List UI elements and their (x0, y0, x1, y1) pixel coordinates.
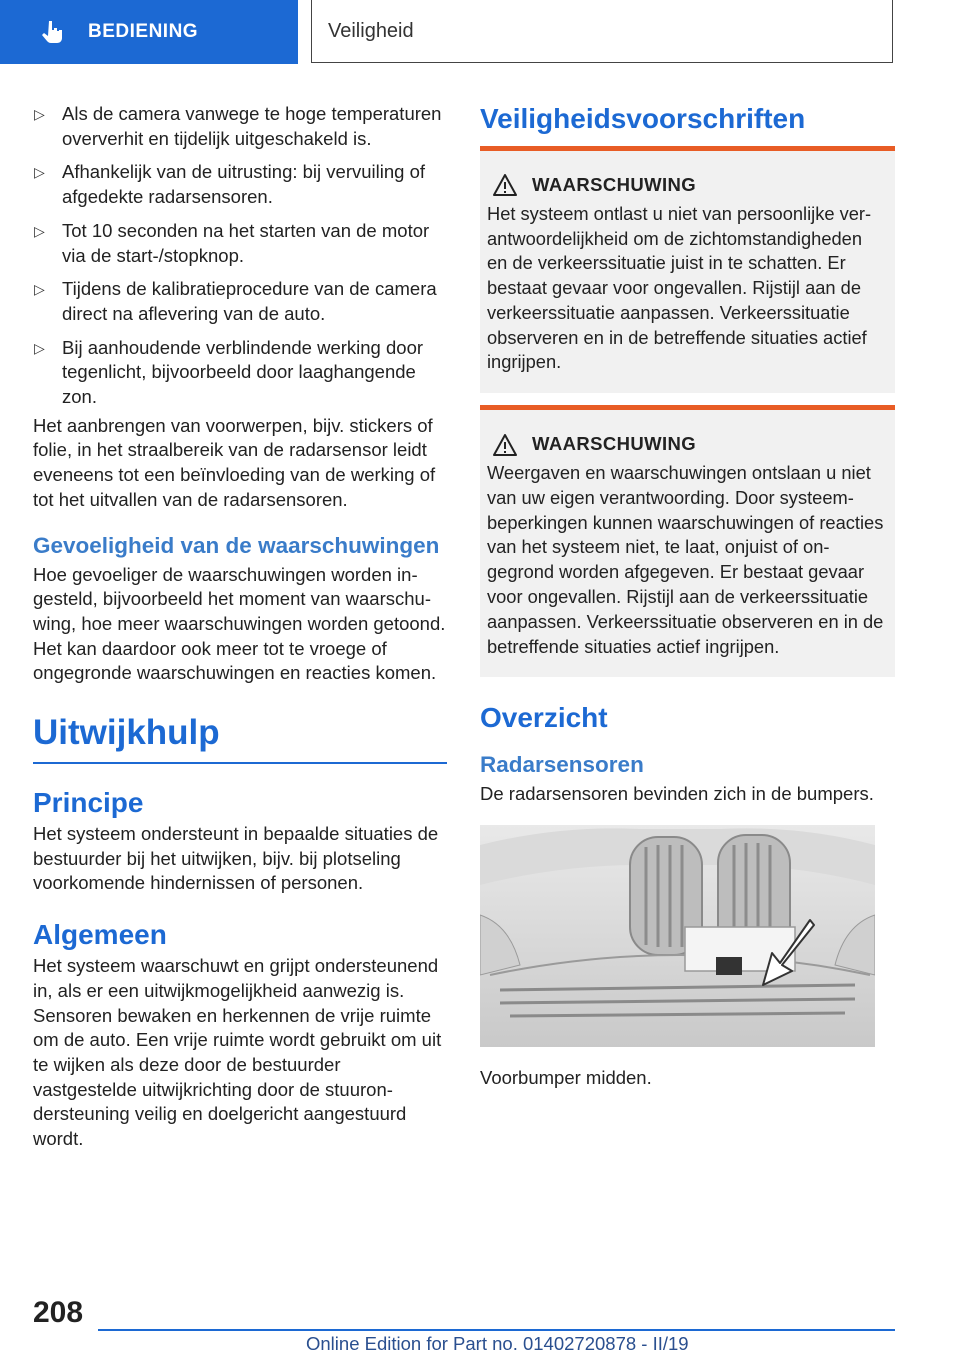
heading-radar: Radarsensoren (480, 752, 644, 778)
paragraph-radar: De radarsensoren bevinden zich in de bumpers. (480, 783, 874, 805)
footer-divider (98, 1329, 895, 1331)
warning-box (480, 405, 895, 677)
paragraph-algemeen: Het systeem waarschuwt en grijpt ondersteunend in, als er een uitwijkmogelijkheid aanwezig is. Sensoren bewaken en herkennen de vrije ruimte om de auto. Een vrije ruimte wordt gebruikt om uit te wijken als deze door de bestuurder vastgestelde uitwijkrichting door de stuurondersteuning veilig en doelgericht aangestuurd wordt. (33, 955, 442, 1150)
triangle-bullet-icon: ▷ (34, 339, 45, 356)
section-tab-bediening[interactable] (0, 0, 298, 64)
warning-text: Weergaven en waarschuwingen ontslaan u niet van uw eigen verantwoording. Door systeembeperkingen kunnen waarschuwingen of reacties van het systeem niet, te laat, onjuist of ongegrond worden afgegeven. Er bestaat gevaar voor ongevallen. Rijstijl aan de verkeerssituatie aanpassen. Verkeerssituatie observeren en in de betreffende situaties actief ingrijpen. (487, 461, 884, 657)
page-number: 208 (33, 1296, 84, 1329)
warning-header (487, 173, 887, 198)
paragraph-sensitivity: Hoe gevoeliger de waarschuwingen worden ingesteld, bijvoorbeeld het moment van waarschuwing, hoe meer waarschuwingen worden getoond. Het kan daardoor ook meer tot te vroege of ongegronde waarschuwingen en reacties komen. (33, 563, 446, 684)
triangle-bullet-icon: ▷ (34, 281, 45, 298)
warning-text: Het systeem ontlast u niet van persoonlijke verantwoordelijkheid om de zichtomstandigheden en de verkeerssituatie juist in te schatten. Er bestaat gevaar voor ongevallen. Rijstijl aan de verkeerssituatie aanpassen. Verkeerssituatie observeren en in de betreffende situaties actief ingrijpen. (487, 202, 872, 373)
section-algemeen (33, 918, 447, 1152)
list-item: ▷ Als de camera vanwege te hoge temperaturen oververhit en tijdelijk uitgeschakeld is. (34, 103, 442, 149)
triangle-bullet-icon: ▷ (34, 222, 45, 239)
right-column (480, 102, 895, 1090)
warning-title: WAARSCHUWING (532, 433, 697, 455)
condition-list (33, 102, 447, 410)
front-bumper-illustration (480, 825, 875, 1047)
warning-header (487, 432, 887, 457)
list-item: ▷ Tijdens de kalibratieprocedure van de camera direct na aflevering van de auto. (34, 278, 437, 324)
chapter-title: Uitwijkhulp (33, 713, 220, 753)
left-column (33, 102, 447, 1152)
warning-box (480, 146, 895, 393)
paragraph-stickers: Het aanbrengen van voorwerpen, bijv. stickers of folie, in het straalbereik van de radarsensor leidt eveneens tot een beïnvloeding van de werking of tot het uitvallen van de radarsensoren. (33, 414, 436, 510)
list-item: ▷ Afhankelijk van de uitrusting: bij vervuiling of afgedekte radarsensoren. (34, 161, 425, 208)
edition-footer: Online Edition for Part no. 01402720878 - II/19 (306, 1333, 689, 1354)
image-caption: Voorbumper midden. (480, 1066, 652, 1088)
section-tab-label: BEDIENING (88, 21, 199, 42)
heading-principe: Principe (33, 787, 144, 819)
heading-algemeen: Algemeen (33, 919, 167, 951)
paragraph-principe: Het systeem ondersteunt in bepaalde situaties de bestuurder bij het uitwijken, bijv. bij plotseling voorkomende hindernissen of personen. (33, 823, 439, 894)
hand-pointer-icon (40, 19, 66, 45)
triangle-bullet-icon: ▷ (34, 106, 45, 122)
heading-sensitivity: Gevoeligheid van de waarschuwingen (33, 532, 440, 558)
heading-overview: Overzicht (480, 702, 608, 734)
heading-safety: Veiligheidsvoorschriften (480, 103, 806, 134)
chapter-header-label: Veiligheid (328, 19, 414, 42)
chapter-header (311, 0, 893, 63)
triangle-bullet-icon: ▷ (34, 164, 45, 181)
list-item: ▷ Bij aanhoudende verblindende werking door tegenlicht, bijvoorbeeld door laaghangende zon. (34, 336, 424, 408)
warning-triangle-icon (492, 173, 518, 197)
section-principe (33, 786, 447, 896)
warning-triangle-icon (492, 433, 518, 457)
list-item: ▷ Tot 10 seconden na het starten van de motor via de start-/stopknop. (34, 219, 430, 266)
chapter-title-wrap (33, 712, 447, 764)
warning-title: WAARSCHUWING (532, 174, 697, 195)
